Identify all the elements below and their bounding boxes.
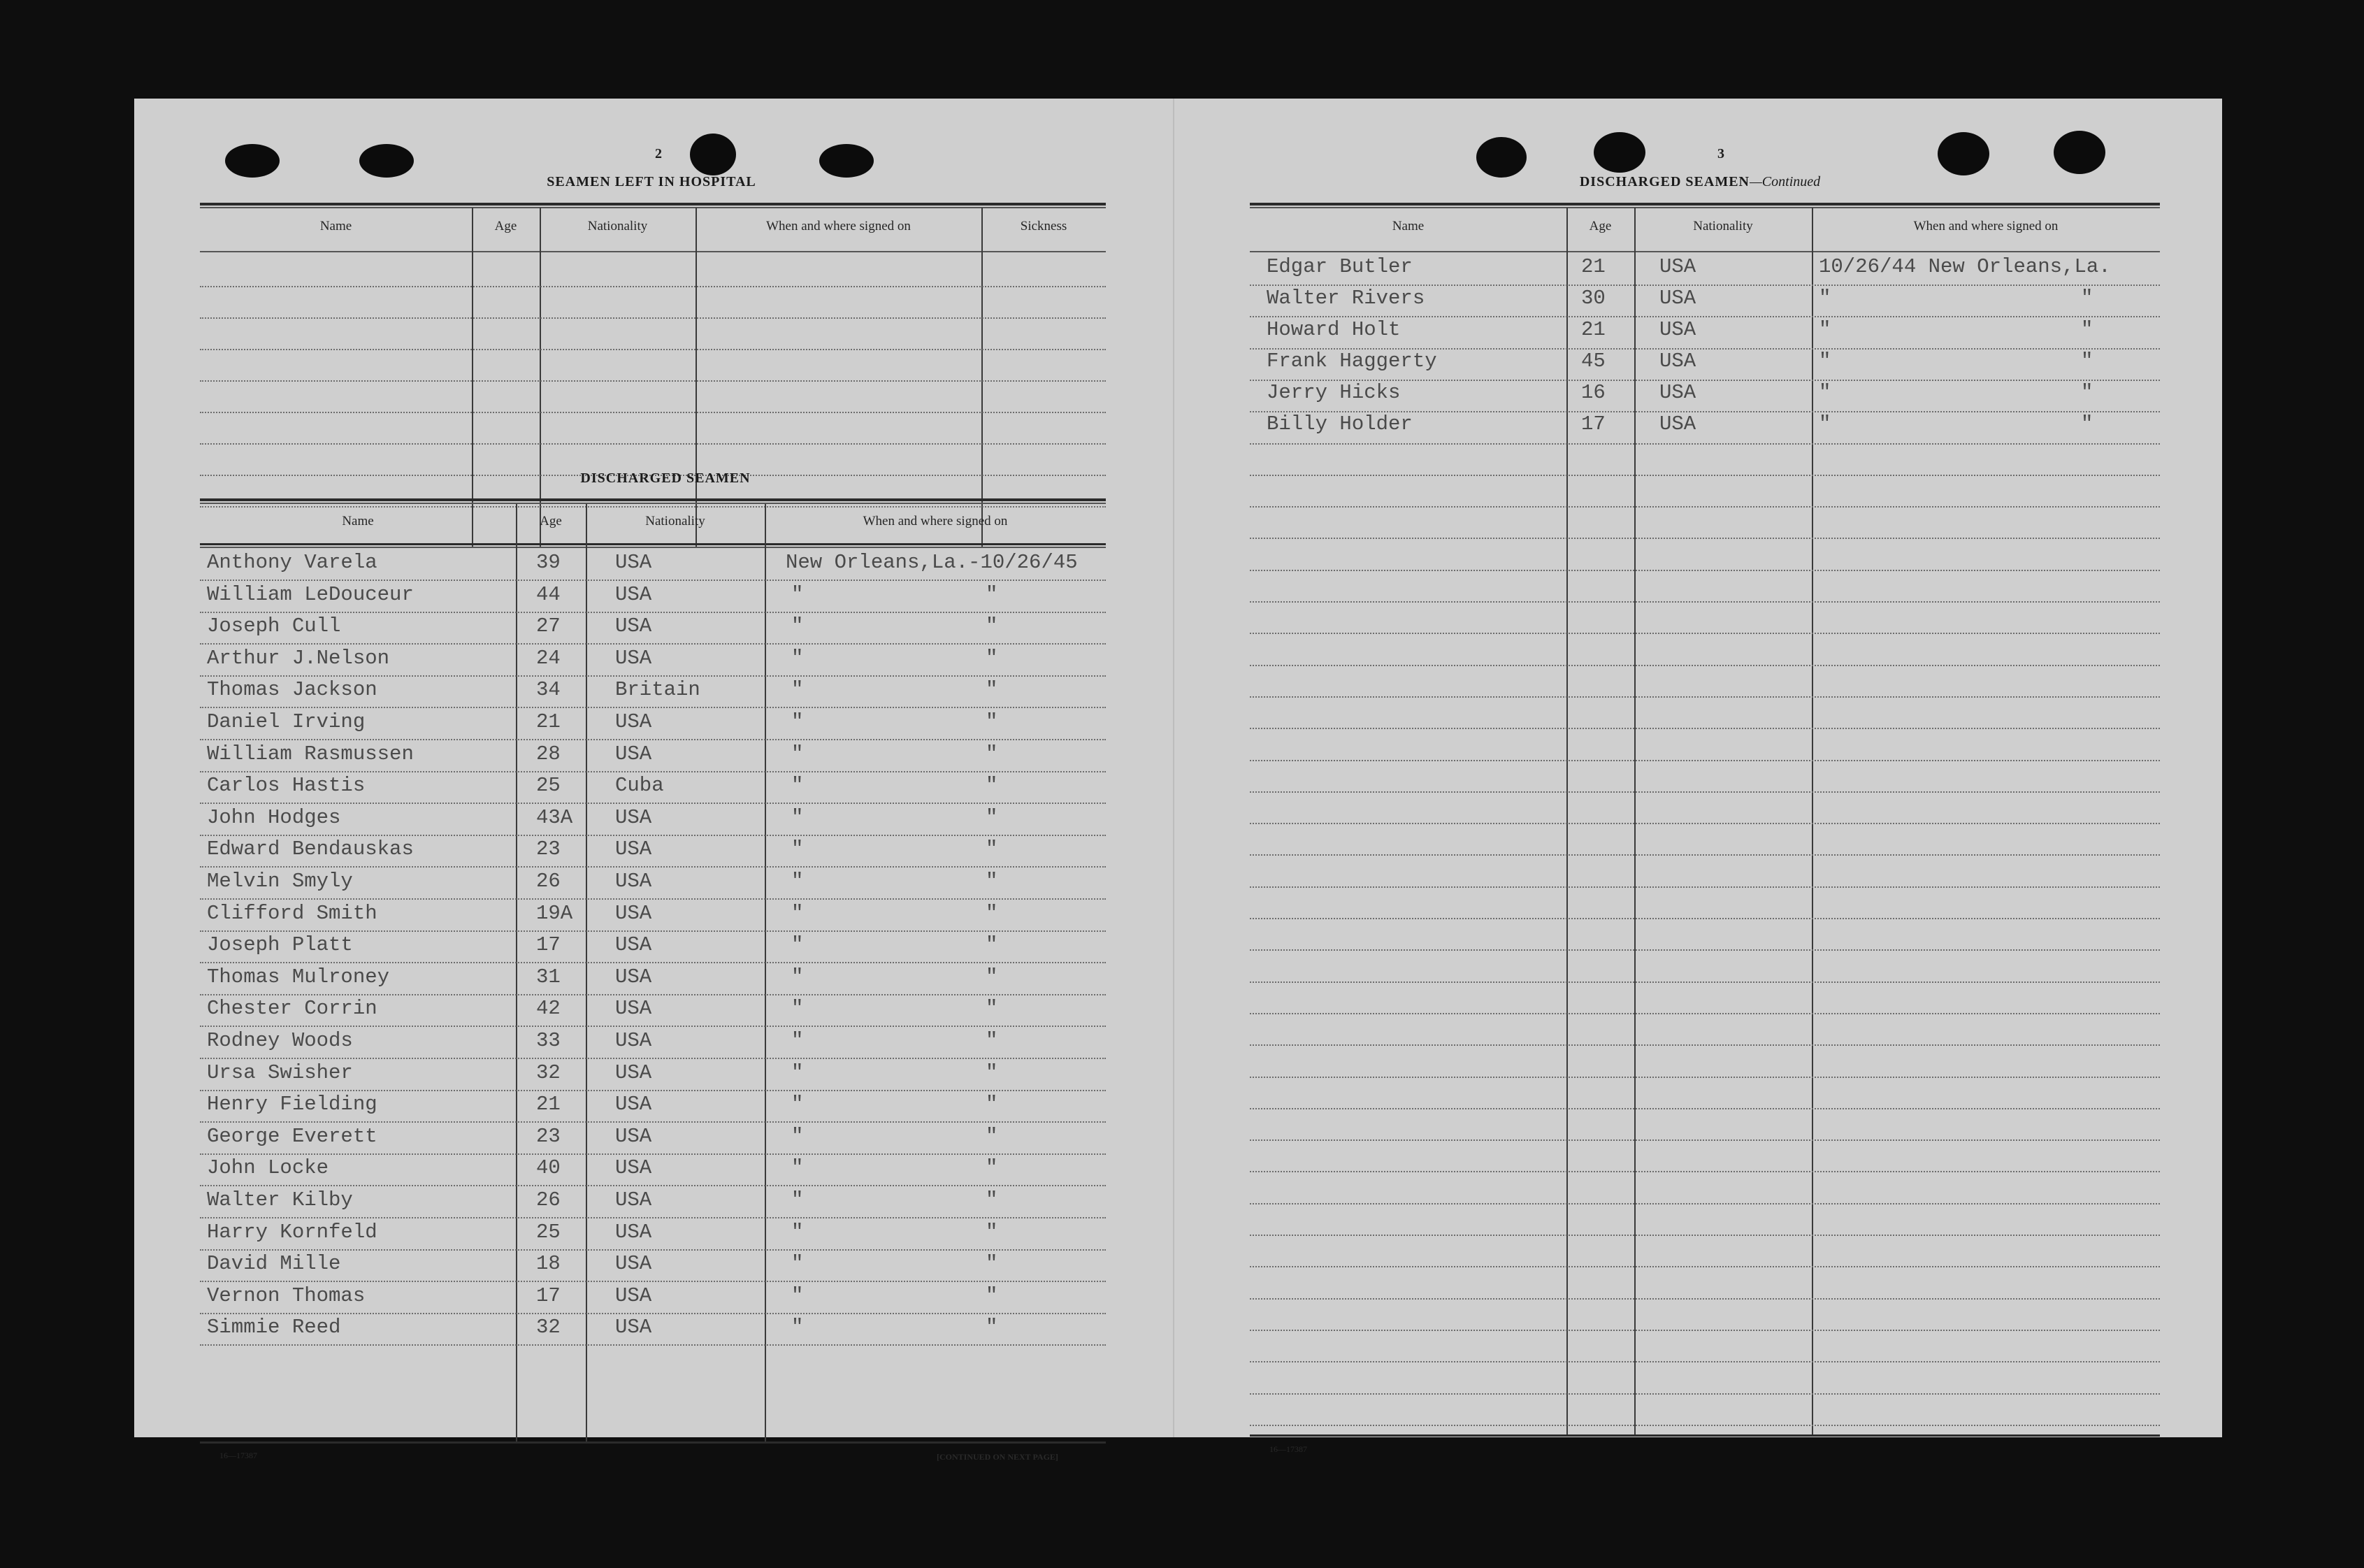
ruled-line [1250,411,2160,412]
seaman-name: Frank Haggerty [1267,350,1437,373]
ditto-mark: " [986,1220,998,1244]
ruled-line [1250,1077,2160,1078]
punch-hole [359,144,414,178]
ruled-line [1250,886,2160,888]
ruled-line [1250,1425,2160,1426]
right-header-rule [1250,251,2160,252]
seaman-name: Walter Rivers [1267,287,1425,310]
ruled-line [1250,665,2160,666]
discharged-col-name: Name [342,514,374,528]
ruled-line [200,506,1106,508]
seaman-name: Clifford Smith [207,901,377,925]
ruled-line [1250,538,2160,539]
seaman-name: Simmie Reed [207,1316,341,1339]
ruled-line [200,675,1106,677]
ditto-mark: " [791,933,804,957]
page-number-right: 3 [1717,146,1724,161]
ditto-mark: " [791,837,804,861]
seaman-nationality: USA [615,837,652,861]
hospital-col-name: Name [319,219,352,233]
ruled-line [1250,949,2160,951]
seaman-nationality: USA [615,1029,652,1052]
ruled-line [200,707,1106,708]
seaman-age: 30 [1581,287,1606,310]
ditto-mark: " [1819,381,1831,404]
seaman-name: Thomas Jackson [207,678,377,702]
ruled-line [200,1185,1106,1186]
seaman-age: 45 [1581,350,1606,373]
seaman-nationality: USA [1659,255,1696,278]
ruled-line [200,994,1106,995]
ruled-line [200,1313,1106,1314]
ruled-line [1250,981,2160,983]
column-divider [695,208,697,547]
seaman-age: 25 [536,774,561,798]
seaman-age: 31 [536,965,561,988]
hospital-top-rule-2 [200,207,1106,208]
page-number-left: 2 [655,146,662,161]
seaman-age: 34 [536,678,561,702]
ruled-line [1250,1361,2160,1362]
punch-hole [819,144,874,178]
ruled-line [200,1281,1106,1282]
ruled-line [200,835,1106,836]
seaman-age: 28 [536,742,561,765]
ditto-mark: " [986,1124,998,1148]
punch-hole [225,144,280,178]
punch-hole [1476,137,1527,178]
seaman-nationality: Britain [615,678,700,702]
ruled-line [1250,854,2160,856]
discharged-col-signed-on: When and where signed on [863,514,1008,528]
ruled-line [200,317,1106,319]
ditto-mark: " [986,965,998,988]
ruled-line [1250,1393,2160,1395]
seaman-age: 23 [536,1124,561,1148]
form-number-left: 16—17387 [219,1451,257,1460]
ditto-mark: " [791,582,804,606]
ditto-mark: " [986,837,998,861]
ditto-mark: " [791,870,804,893]
right-col-signed-on: When and where signed on [1913,219,2059,233]
ruled-line [200,930,1106,932]
seaman-name: Melvin Smyly [207,870,353,893]
seaman-nationality: USA [1659,318,1696,341]
ditto-mark: " [986,1283,998,1307]
ruled-line [200,771,1106,772]
hospital-bottom-rule [200,543,1106,545]
ruled-line [1250,475,2160,476]
ditto-mark: " [791,1316,804,1339]
ditto-mark: " [791,965,804,988]
ruled-line [1250,1330,2160,1331]
ditto-mark: " [986,742,998,765]
seaman-age: 25 [536,1220,561,1244]
discharged-top-rule-2 [200,503,1106,504]
hospital-col-nationality: Nationality [587,219,648,233]
punch-hole [1594,132,1645,173]
ditto-mark: " [791,1252,804,1276]
ruled-line [1250,443,2160,445]
ruled-line [200,739,1106,740]
ditto-mark: " [2081,350,2093,373]
discharged-continued-title [1532,174,1868,190]
ditto-mark: " [791,1060,804,1084]
seaman-name: John Locke [207,1156,329,1180]
seaman-name: Joseph Cull [207,614,341,638]
ditto-mark: " [2081,318,2093,341]
ditto-mark: " [791,1093,804,1116]
ditto-mark: " [791,901,804,925]
discharged-bottom-rule [200,1441,1106,1444]
seaman-age: 33 [536,1029,561,1052]
ditto-mark: " [986,933,998,957]
right-col-nationality: Nationality [1693,219,1753,233]
ditto-mark: " [1819,287,1831,310]
ditto-mark: " [791,1124,804,1148]
ditto-mark: " [791,997,804,1021]
seaman-name: Edgar Butler [1267,255,1413,278]
seaman-age: 32 [536,1060,561,1084]
ruled-line [200,1217,1106,1218]
seaman-nationality: USA [1659,412,1696,436]
ruled-line [200,349,1106,350]
seaman-name: Chester Corrin [207,997,377,1021]
ruled-line [1250,1139,2160,1141]
ditto-mark: " [986,805,998,829]
ruled-line [200,286,1106,287]
ditto-mark: " [986,1060,998,1084]
ruled-line [200,1121,1106,1123]
ruled-line [1250,791,2160,793]
seaman-nationality: USA [615,901,652,925]
ditto-mark: " [986,774,998,798]
discharged-col-age: Age [540,514,562,528]
discharged-top-rule [200,498,1106,501]
seaman-nationality: USA [615,933,652,957]
punch-hole [2054,131,2105,174]
discharged-section-title: DISCHARGED SEAMEN [580,470,751,486]
seaman-nationality: USA [615,870,652,893]
ditto-mark: " [986,1252,998,1276]
ditto-mark: " [2081,412,2093,436]
column-divider [586,504,587,1442]
seaman-nationality: USA [615,742,652,765]
ruled-line [200,412,1106,413]
ruled-line [1250,316,2160,317]
ruled-line [1250,1108,2160,1109]
seaman-name: Billy Holder [1267,412,1413,436]
seaman-name: David Mille [207,1252,341,1276]
ditto-mark: " [791,1188,804,1211]
ruled-line [200,612,1106,613]
hospital-col-age: Age [494,219,517,233]
ditto-mark: " [791,774,804,798]
right-col-age: Age [1589,219,1612,233]
seaman-nationality: USA [615,1188,652,1211]
punch-hole [1938,132,1989,175]
seaman-name: Thomas Mulroney [207,965,390,988]
ditto-mark: " [986,1188,998,1211]
seaman-name: William LeDouceur [207,582,414,606]
seaman-name: John Hodges [207,805,341,829]
right-top-rule-2 [1250,207,2160,208]
hospital-col-sickness: Sickness [1020,219,1067,233]
seaman-name: Walter Kilby [207,1188,353,1211]
ruled-line [200,1249,1106,1251]
hospital-col-signed-on: When and where signed on [766,219,911,233]
column-divider [1566,208,1568,1437]
ditto-mark: " [791,1029,804,1052]
right-top-rule [1250,203,2160,206]
ruled-line [1250,760,2160,761]
seaman-name: Rodney Woods [207,1029,353,1052]
ruled-line [1250,918,2160,919]
ditto-mark: " [986,582,998,606]
ditto-mark: " [791,805,804,829]
ditto-mark: " [791,742,804,765]
ruled-line [1250,1044,2160,1046]
right-bottom-rule [1250,1434,2160,1437]
ruled-line [1250,348,2160,350]
ruled-line [1250,1171,2160,1172]
seaman-nationality: USA [615,646,652,670]
continued-note: [CONTINUED ON NEXT PAGE] [937,1452,1058,1462]
seaman-age: 16 [1581,381,1606,404]
ditto-mark: " [986,1093,998,1116]
ditto-mark: " [791,678,804,702]
form-number-right: 16—17387 [1269,1444,1307,1454]
seaman-name: Joseph Platt [207,933,353,957]
ditto-mark: " [986,1029,998,1052]
hospital-section-title: SEAMEN LEFT IN HOSPITAL [547,174,756,189]
seaman-name: Anthony Varela [207,551,377,574]
hospital-top-rule [200,203,1106,206]
seaman-age: 17 [536,1283,561,1307]
seaman-nationality: USA [1659,381,1696,404]
seaman-age: 39 [536,551,561,574]
seaman-nationality: USA [615,997,652,1021]
ruled-line [200,643,1106,645]
seaman-age: 19A [536,901,573,925]
seaman-nationality: USA [615,551,652,574]
seaman-age: 27 [536,614,561,638]
ruled-line [200,1153,1106,1155]
discharged-continued-title-text: DISCHARGED SEAMEN [1579,174,1750,189]
ruled-line [1250,601,2160,603]
seaman-age: 18 [536,1252,561,1276]
ditto-mark: " [791,646,804,670]
hospital-header-rule [200,251,1106,252]
ruled-line [1250,1235,2160,1236]
seaman-nationality: Cuba [615,774,664,798]
ditto-mark: " [791,1283,804,1307]
ditto-mark: " [791,710,804,733]
ruled-line [200,803,1106,804]
seaman-nationality: USA [615,1060,652,1084]
seaman-nationality: USA [615,582,652,606]
ruled-line [200,866,1106,868]
seaman-name: Jerry Hicks [1267,381,1401,404]
ruled-line [1250,633,2160,634]
seaman-age: 40 [536,1156,561,1180]
seaman-nationality: USA [1659,350,1696,373]
ruled-line [200,898,1106,900]
continued-suffix: —Continued [1750,174,1821,189]
ruled-line [200,580,1106,581]
seaman-age: 42 [536,997,561,1021]
ruled-line [1250,506,2160,508]
seaman-nationality: USA [615,1124,652,1148]
seaman-name: Daniel Irving [207,710,366,733]
ruled-line [1250,380,2160,381]
ruled-line [200,443,1106,445]
seaman-age: 43A [536,805,573,829]
ruled-line [1250,823,2160,824]
punch-hole [690,134,736,175]
ruled-line [200,1058,1106,1059]
seaman-name: Arthur J.Nelson [207,646,390,670]
seaman-age: 23 [536,837,561,861]
ruled-line [200,380,1106,382]
seaman-age: 21 [536,710,561,733]
column-divider [981,208,983,547]
seaman-age: 21 [1581,255,1606,278]
seaman-nationality: USA [615,1156,652,1180]
ditto-mark: " [986,678,998,702]
discharged-header-rule [200,547,1106,548]
ruled-line [200,1090,1106,1091]
ruled-line [1250,1203,2160,1204]
ruled-line [1250,1013,2160,1014]
seaman-age: 26 [536,870,561,893]
seaman-nationality: USA [615,1316,652,1339]
ruled-line [1250,1298,2160,1300]
ruled-line [1250,728,2160,729]
seaman-name: Vernon Thomas [207,1283,366,1307]
seaman-name: Ursa Swisher [207,1060,353,1084]
seaman-signed-on: 10/26/44 New Orleans,La. [1819,255,2111,278]
seaman-nationality: USA [615,1252,652,1276]
seaman-nationality: USA [615,1220,652,1244]
ditto-mark: " [986,1156,998,1180]
seaman-name: Edward Bendauskas [207,837,414,861]
ditto-mark: " [2081,287,2093,310]
ruled-line [200,1026,1106,1027]
seaman-age: 21 [536,1093,561,1116]
ditto-mark: " [791,1156,804,1180]
column-divider [472,208,473,547]
ditto-mark: " [986,997,998,1021]
ditto-mark: " [986,901,998,925]
ditto-mark: " [986,710,998,733]
ditto-mark: " [1819,350,1831,373]
seaman-nationality: USA [1659,287,1696,310]
ditto-mark: " [986,870,998,893]
seaman-age: 32 [536,1316,561,1339]
ruled-line [1250,570,2160,571]
crew-list-spread [134,99,2222,1462]
column-divider [765,504,766,1442]
ruled-line [1250,1266,2160,1267]
ditto-mark: " [1819,412,1831,436]
seaman-age: 21 [1581,318,1606,341]
ditto-mark: " [791,614,804,638]
seaman-name: Carlos Hastis [207,774,366,798]
column-divider [1812,208,1813,1437]
seaman-nationality: USA [615,1093,652,1116]
seaman-nationality: USA [615,614,652,638]
ruled-line [1250,696,2160,698]
ditto-mark: " [1819,318,1831,341]
seaman-nationality: USA [615,805,652,829]
seaman-age: 24 [536,646,561,670]
seaman-nationality: USA [615,1283,652,1307]
seaman-name: George Everett [207,1124,377,1148]
ditto-mark: " [986,614,998,638]
seaman-name: William Rasmussen [207,742,414,765]
seaman-age: 44 [536,582,561,606]
ditto-mark: " [791,1220,804,1244]
seaman-age: 26 [536,1188,561,1211]
seaman-name: Howard Holt [1267,318,1401,341]
ditto-mark: " [2081,381,2093,404]
ditto-mark: " [986,1316,998,1339]
seaman-nationality: USA [615,965,652,988]
ruled-line [1250,285,2160,286]
column-divider [516,504,517,1442]
seaman-name: Henry Fielding [207,1093,377,1116]
ruled-line [200,1344,1106,1346]
ruled-line [200,962,1106,963]
seaman-nationality: USA [615,710,652,733]
discharged-col-nationality: Nationality [645,514,705,528]
seaman-signed-on: New Orleans,La.-10/26/45 [786,551,1078,574]
column-divider [1634,208,1636,1437]
seaman-age: 17 [1581,412,1606,436]
right-col-name: Name [1392,219,1425,233]
seaman-name: Harry Kornfeld [207,1220,377,1244]
page-gutter [1173,99,1174,1437]
column-divider [540,208,541,547]
seaman-age: 17 [536,933,561,957]
ditto-mark: " [986,646,998,670]
